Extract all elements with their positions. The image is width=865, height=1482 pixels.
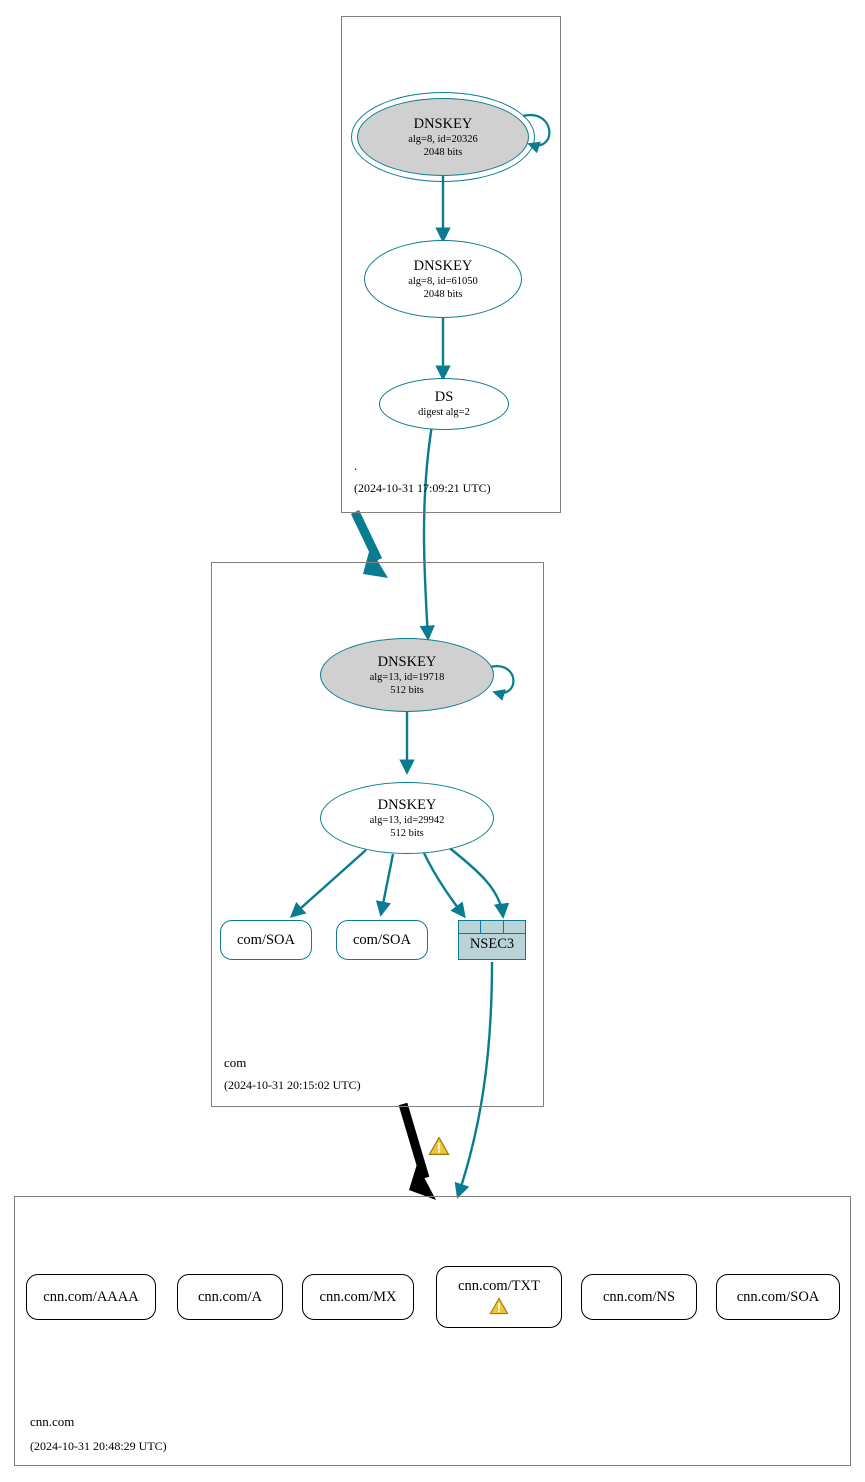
node-com-zsk[interactable] [320, 782, 494, 854]
node-cnn-mx-label: cnn.com/MX [319, 1288, 397, 1305]
zone-timestamp-cnn: (2024-10-31 20:48:29 UTC) [30, 1439, 167, 1453]
node-com-soa-2[interactable] [336, 920, 428, 960]
node-com-ksk-alg: alg=13, id=19718 [369, 671, 445, 683]
txt-warning-icon [489, 1297, 509, 1315]
node-com-ksk-type: DNSKEY [377, 653, 437, 670]
node-cnn-txt[interactable] [436, 1266, 562, 1328]
node-root-ksk-size: 2048 bits [423, 146, 463, 158]
node-com-ksk[interactable] [320, 638, 494, 712]
node-root-ds-digest: digest alg=2 [418, 407, 470, 418]
nsec3-cell-1 [459, 921, 481, 933]
nsec3-cell-3 [504, 921, 525, 933]
node-cnn-aaaa-label: cnn.com/AAAA [43, 1288, 139, 1305]
node-com-soa-1[interactable] [220, 920, 312, 960]
node-root-ds[interactable] [379, 378, 509, 430]
node-root-zsk-size: 2048 bits [423, 288, 463, 300]
node-cnn-a-label: cnn.com/A [197, 1288, 263, 1305]
node-cnn-aaaa[interactable] [26, 1274, 156, 1320]
node-com-ksk-size: 512 bits [390, 684, 424, 696]
node-cnn-mx[interactable] [302, 1274, 414, 1320]
node-com-soa-1-label: com/SOA [237, 931, 295, 948]
node-root-ksk[interactable] [357, 98, 529, 176]
node-cnn-txt-label: cnn.com/TXT [458, 1278, 540, 1295]
node-com-nsec3[interactable] [458, 920, 526, 960]
node-cnn-a[interactable] [177, 1274, 283, 1320]
zone-box-cnn [14, 1196, 851, 1466]
node-cnn-ns[interactable] [581, 1274, 697, 1320]
node-com-nsec3-label: NSEC3 [469, 936, 515, 952]
node-root-zsk-alg: alg=8, id=61050 [408, 275, 478, 287]
node-root-ds-type: DS [434, 389, 454, 405]
nsec3-cells [459, 921, 525, 934]
zone-timestamp-com: (2024-10-31 20:15:02 UTC) [224, 1078, 361, 1092]
delegation-warning-icon [428, 1136, 450, 1156]
node-root-ksk-alg: alg=8, id=20326 [408, 133, 478, 145]
nsec3-cell-2 [481, 921, 503, 933]
node-root-zsk-type: DNSKEY [413, 257, 473, 274]
node-cnn-soa[interactable] [716, 1274, 840, 1320]
zone-label-com: com [224, 1055, 247, 1070]
node-cnn-ns-label: cnn.com/NS [602, 1288, 676, 1305]
node-com-zsk-alg: alg=13, id=29942 [369, 814, 445, 826]
zone-timestamp-root: (2024-10-31 17:09:21 UTC) [354, 481, 491, 495]
node-root-zsk[interactable] [364, 240, 522, 318]
node-cnn-soa-label: cnn.com/SOA [736, 1288, 820, 1305]
zone-label-root: . [354, 458, 358, 473]
node-com-zsk-type: DNSKEY [377, 796, 437, 813]
zone-label-cnn: cnn.com [30, 1414, 75, 1429]
node-com-zsk-size: 512 bits [390, 827, 424, 839]
node-com-soa-2-label: com/SOA [353, 931, 411, 948]
node-root-ksk-type: DNSKEY [413, 115, 473, 132]
